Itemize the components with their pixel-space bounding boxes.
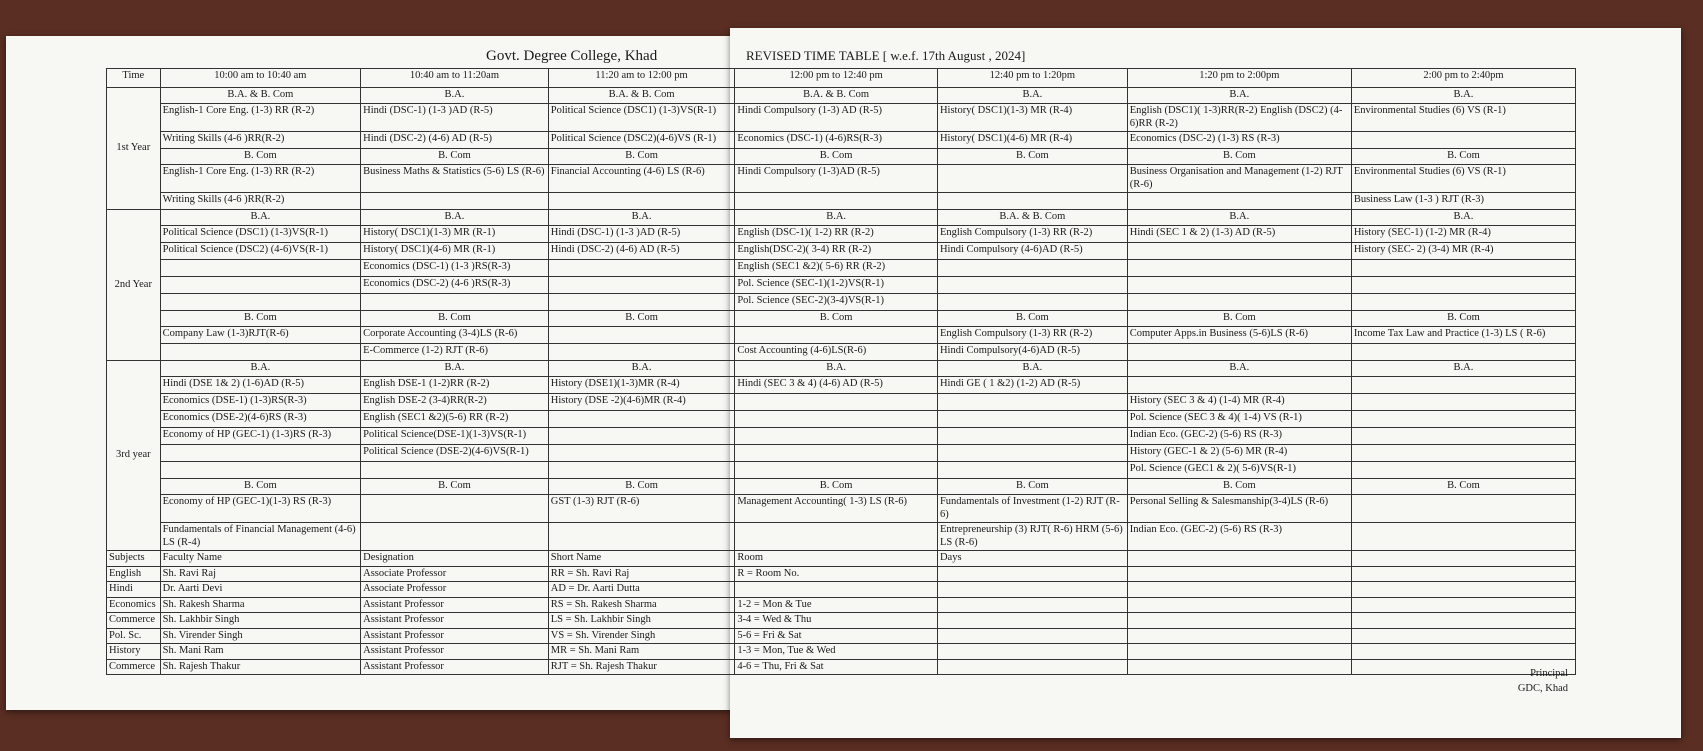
- group-row: [107, 479, 1576, 495]
- group-cell: B.A.: [548, 361, 735, 377]
- empty-cell: [1351, 582, 1575, 598]
- group-cell: B.A.: [1127, 88, 1351, 104]
- group-cell: B.A.: [1351, 361, 1575, 377]
- group-cell: B.A.: [735, 210, 938, 226]
- class-cell: [361, 495, 549, 523]
- class-cell: [160, 344, 361, 361]
- subject-cell: English: [107, 566, 161, 582]
- principal-label: Principal: [1530, 668, 1568, 679]
- class-cell: [1127, 377, 1351, 394]
- group-cell: B. Com: [735, 149, 938, 165]
- class-cell: Hindi (DSE 1& 2) (1-6)AD (R-5): [160, 377, 361, 394]
- class-cell: Corporate Accounting (3-4)LS (R-6): [361, 327, 549, 344]
- class-cell: Political Science(DSE-1)(1-3)VS(R-1): [361, 428, 549, 445]
- class-cell: [1127, 193, 1351, 210]
- class-cell: Economy of HP (GEC-1) (1-3)RS (R-3): [160, 428, 361, 445]
- subject-cell: Commerce: [107, 659, 161, 675]
- class-cell: Business Maths & Statistics (5-6) LS (R-6): [361, 165, 549, 193]
- class-cell: [1351, 294, 1575, 311]
- class-cell: History (SEC- 2) (3-4) MR (R-4): [1351, 243, 1575, 260]
- year-label: 3rd year: [107, 361, 161, 551]
- group-cell: B. Com: [1127, 149, 1351, 165]
- faculty-name-header: Faculty Name: [160, 551, 361, 567]
- class-cell: History( DSC1)(4-6) MR (R-1): [361, 243, 549, 260]
- group-cell: B. Com: [160, 311, 361, 327]
- class-cell: [160, 445, 361, 462]
- schedule-row: [107, 495, 1576, 523]
- header-row: [107, 69, 1576, 88]
- group-cell: B. Com: [1351, 149, 1575, 165]
- class-cell: English DSE-1 (1-2)RR (R-2): [361, 377, 549, 394]
- class-cell: Economics (DSC-1) (4-6)RS(R-3): [735, 132, 938, 149]
- class-cell: E-Commerce (1-2) RJT (R-6): [361, 344, 549, 361]
- class-cell: [735, 523, 938, 551]
- group-row: [107, 88, 1576, 104]
- group-cell: B.A.: [1351, 88, 1575, 104]
- schedule-row: [107, 277, 1576, 294]
- class-cell: English Compulsory (1-3) RR (R-2): [937, 226, 1127, 243]
- empty-cell: [937, 628, 1127, 644]
- class-cell: [1127, 344, 1351, 361]
- info-cell: R = Room No.: [735, 566, 938, 582]
- class-cell: History( DSC1)(1-3) MR (R-4): [937, 104, 1127, 132]
- class-cell: Political Science (DSE-2)(4-6)VS(R-1): [361, 445, 549, 462]
- schedule-row: [107, 523, 1576, 551]
- empty-cell: [1127, 613, 1351, 629]
- info-cell: 5-6 = Fri & Sat: [735, 628, 938, 644]
- class-cell: History( DSC1)(4-6) MR (R-4): [937, 132, 1127, 149]
- faculty-name-cell: Dr. Aarti Devi: [160, 582, 361, 598]
- short-name-cell: RR = Sh. Ravi Raj: [548, 566, 735, 582]
- group-cell: B. Com: [1351, 311, 1575, 327]
- class-cell: [548, 523, 735, 551]
- class-cell: Pol. Science (SEC-2)(3-4)VS(R-1): [735, 294, 938, 311]
- class-cell: [361, 294, 549, 311]
- group-cell: B.A.: [160, 361, 361, 377]
- group-cell: B.A.: [361, 210, 549, 226]
- class-cell: [937, 462, 1127, 479]
- subject-cell: Economics: [107, 597, 161, 613]
- class-cell: [735, 327, 938, 344]
- slot-header: 11:20 am to 12:00 pm: [548, 69, 735, 88]
- empty-cell: [937, 582, 1127, 598]
- class-cell: Environmental Studies (6) VS (R-1): [1351, 165, 1575, 193]
- schedule-row: [107, 260, 1576, 277]
- empty-cell: [1351, 566, 1575, 582]
- class-cell: Economics (DSC-2) (4-6 )RS(R-3): [361, 277, 549, 294]
- schedule-row: [107, 377, 1576, 394]
- group-cell: B. Com: [548, 479, 735, 495]
- class-cell: [937, 445, 1127, 462]
- class-cell: [735, 394, 938, 411]
- faculty-row: [107, 644, 1576, 660]
- class-cell: [735, 445, 938, 462]
- class-cell: [548, 327, 735, 344]
- class-cell: Indian Eco. (GEC-2) (5-6) RS (R-3): [1127, 428, 1351, 445]
- short-name-cell: RS = Sh. Rakesh Sharma: [548, 597, 735, 613]
- class-cell: History (SEC 3 & 4) (1-4) MR (R-4): [1127, 394, 1351, 411]
- empty-cell: [937, 644, 1127, 660]
- schedule-row: [107, 411, 1576, 428]
- class-cell: [937, 193, 1127, 210]
- group-cell: B.A.: [160, 210, 361, 226]
- class-cell: Pol. Science (SEC-1)(1-2)VS(R-1): [735, 277, 938, 294]
- class-cell: Fundamentals of Financial Management (4-6) LS (R-4): [160, 523, 361, 551]
- empty-cell: [937, 566, 1127, 582]
- slot-header: 10:00 am to 10:40 am: [160, 69, 361, 88]
- group-cell: B. Com: [735, 479, 938, 495]
- group-cell: B. Com: [548, 311, 735, 327]
- class-cell: Pol. Science (SEC 3 & 4)( 1-4) VS (R-1): [1127, 411, 1351, 428]
- class-cell: Political Science (DSC2)(4-6)VS (R-1): [548, 132, 735, 149]
- class-cell: Hindi GE ( 1 &2) (1-2) AD (R-5): [937, 377, 1127, 394]
- class-cell: [1351, 462, 1575, 479]
- empty-cell: [1127, 566, 1351, 582]
- subject-cell: History: [107, 644, 161, 660]
- class-cell: [1351, 495, 1575, 523]
- short-name-cell: RJT = Sh. Rajesh Thakur: [548, 659, 735, 675]
- class-cell: Economics (DSC-1) (1-3 )RS(R-3): [361, 260, 549, 277]
- class-cell: [548, 445, 735, 462]
- class-cell: Political Science (DSC1) (1-3)VS(R-1): [548, 104, 735, 132]
- class-cell: Hindi Compulsory (1-3) AD (R-5): [735, 104, 938, 132]
- class-cell: [548, 462, 735, 479]
- short-name-header: Short Name: [548, 551, 735, 567]
- class-cell: [160, 260, 361, 277]
- slot-header: 1:20 pm to 2:00pm: [1127, 69, 1351, 88]
- class-cell: Hindi (DSC-1) (1-3 )AD (R-5): [548, 226, 735, 243]
- schedule-row: [107, 294, 1576, 311]
- group-cell: B. Com: [361, 149, 549, 165]
- class-cell: English-1 Core Eng. (1-3) RR (R-2): [160, 104, 361, 132]
- class-cell: [1351, 523, 1575, 551]
- designation-cell: Assistant Professor: [361, 613, 549, 629]
- group-cell: B.A.: [937, 361, 1127, 377]
- group-cell: B.A.: [361, 88, 549, 104]
- empty-cell: [1127, 628, 1351, 644]
- class-cell: History( DSC1)(1-3) MR (R-1): [361, 226, 549, 243]
- class-cell: English (DSC1)( 1-3)RR(R-2) English (DSC2) (4-6)RR (R-2): [1127, 104, 1351, 132]
- group-cell: B. Com: [735, 311, 938, 327]
- slot-header: 12:40 pm to 1:20pm: [937, 69, 1127, 88]
- group-cell: B. Com: [548, 149, 735, 165]
- class-cell: Writing Skills (4-6 )RR(R-2): [160, 193, 361, 210]
- schedule-row: [107, 462, 1576, 479]
- faculty-name-cell: Sh. Mani Ram: [160, 644, 361, 660]
- group-cell: B.A.: [937, 88, 1127, 104]
- class-cell: [1127, 277, 1351, 294]
- class-cell: [1351, 394, 1575, 411]
- class-cell: History (GEC-1 & 2) (5-6) MR (R-4): [1127, 445, 1351, 462]
- group-row: [107, 210, 1576, 226]
- class-cell: [735, 193, 938, 210]
- class-cell: [937, 411, 1127, 428]
- class-cell: [1351, 132, 1575, 149]
- class-cell: [937, 428, 1127, 445]
- class-cell: Computer Apps.in Business (5-6)LS (R-6): [1127, 327, 1351, 344]
- subject-cell: Pol. Sc.: [107, 628, 161, 644]
- faculty-row: [107, 613, 1576, 629]
- class-cell: Personal Selling & Salesmanship(3-4)LS (R-6): [1127, 495, 1351, 523]
- class-cell: [361, 193, 549, 210]
- class-cell: English (SEC1 &2)(5-6) RR (R-2): [361, 411, 549, 428]
- faculty-name-cell: Sh. Ravi Raj: [160, 566, 361, 582]
- class-cell: Hindi Compulsory (4-6)AD (R-5): [937, 243, 1127, 260]
- schedule-row: [107, 165, 1576, 193]
- class-cell: English (SEC1 &2)( 5-6) RR (R-2): [735, 260, 938, 277]
- class-cell: Political Science (DSC2) (4-6)VS(R-1): [160, 243, 361, 260]
- year-label: 1st Year: [107, 88, 161, 210]
- faculty-name-cell: Sh. Rajesh Thakur: [160, 659, 361, 675]
- group-cell: B. Com: [1127, 311, 1351, 327]
- class-cell: Hindi (SEC 3 & 4) (4-6) AD (R-5): [735, 377, 938, 394]
- schedule-row: [107, 243, 1576, 260]
- schedule-row: [107, 344, 1576, 361]
- designation-cell: Assistant Professor: [361, 644, 549, 660]
- group-cell: B.A. & B. Com: [735, 88, 938, 104]
- slot-header: 2:00 pm to 2:40pm: [1351, 69, 1575, 88]
- class-cell: Fundamentals of Investment (1-2) RJT (R-6): [937, 495, 1127, 523]
- class-cell: Pol. Science (GEC1 & 2)( 5-6)VS(R-1): [1127, 462, 1351, 479]
- class-cell: Management Accounting( 1-3) LS (R-6): [735, 495, 938, 523]
- class-cell: English Compulsory (1-3) RR (R-2): [937, 327, 1127, 344]
- empty-cell: [1127, 644, 1351, 660]
- class-cell: Indian Eco. (GEC-2) (5-6) RS (R-3): [1127, 523, 1351, 551]
- slot-header: 10:40 am to 11:20am: [361, 69, 549, 88]
- class-cell: Hindi (DSC-2) (4-6) AD (R-5): [361, 132, 549, 149]
- group-cell: B. Com: [937, 311, 1127, 327]
- designation-cell: Assistant Professor: [361, 628, 549, 644]
- class-cell: [937, 277, 1127, 294]
- schedule-row: [107, 104, 1576, 132]
- class-cell: [548, 277, 735, 294]
- designation-header: Designation: [361, 551, 549, 567]
- schedule-row: [107, 193, 1576, 210]
- group-cell: B.A.: [735, 361, 938, 377]
- class-cell: [1351, 277, 1575, 294]
- class-cell: Hindi Compulsory (1-3)AD (R-5): [735, 165, 938, 193]
- class-cell: Hindi (DSC-2) (4-6) AD (R-5): [548, 243, 735, 260]
- class-cell: [361, 523, 549, 551]
- class-cell: English-1 Core Eng. (1-3) RR (R-2): [160, 165, 361, 193]
- class-cell: Economics (DSE-2)(4-6)RS (R-3): [160, 411, 361, 428]
- class-cell: [548, 294, 735, 311]
- short-name-cell: VS = Sh. Virender Singh: [548, 628, 735, 644]
- empty-cell: [1351, 551, 1575, 567]
- schedule-row: [107, 445, 1576, 462]
- group-cell: B.A. & B. Com: [937, 210, 1127, 226]
- class-cell: [937, 294, 1127, 311]
- class-cell: Income Tax Law and Practice (1-3) LS ( R-6): [1351, 327, 1575, 344]
- class-cell: [361, 462, 549, 479]
- group-row: [107, 361, 1576, 377]
- group-cell: B. Com: [361, 311, 549, 327]
- class-cell: Company Law (1-3)RJT(R-6): [160, 327, 361, 344]
- empty-cell: [937, 613, 1127, 629]
- group-cell: B.A. & B. Com: [160, 88, 361, 104]
- year-label: 2nd Year: [107, 210, 161, 361]
- faculty-name-cell: Sh. Lakhbir Singh: [160, 613, 361, 629]
- timetable: [106, 68, 1576, 675]
- class-cell: History (DSE1)(1-3)MR (R-4): [548, 377, 735, 394]
- designation-cell: Associate Professor: [361, 566, 549, 582]
- info-cell: [735, 582, 938, 598]
- days-header: Days: [937, 551, 1127, 567]
- subject-cell: Commerce: [107, 613, 161, 629]
- group-cell: B.A. & B. Com: [548, 88, 735, 104]
- group-cell: B. Com: [361, 479, 549, 495]
- empty-cell: [1351, 597, 1575, 613]
- faculty-row: [107, 582, 1576, 598]
- schedule-row: [107, 327, 1576, 344]
- empty-cell: [1127, 659, 1351, 675]
- college-sign-label: GDC, Khad: [1517, 683, 1568, 694]
- empty-cell: [1351, 613, 1575, 629]
- class-cell: [1351, 377, 1575, 394]
- class-cell: [548, 193, 735, 210]
- empty-cell: [1351, 628, 1575, 644]
- designation-cell: Assistant Professor: [361, 597, 549, 613]
- subjects-header: Subjects: [107, 551, 161, 567]
- class-cell: [548, 344, 735, 361]
- class-cell: [1351, 260, 1575, 277]
- revised-title: REVISED TIME TABLE [ w.e.f. 17th August , 2024]: [746, 48, 1026, 63]
- faculty-header-row: [107, 551, 1576, 567]
- class-cell: Economics (DSC-2) (1-3) RS (R-3): [1127, 132, 1351, 149]
- group-cell: B. Com: [1127, 479, 1351, 495]
- class-cell: [1351, 344, 1575, 361]
- timetable-sheet: [106, 40, 1576, 708]
- class-cell: Business Organisation and Management (1-2) RJT (R-6): [1127, 165, 1351, 193]
- class-cell: [1351, 428, 1575, 445]
- short-name-cell: AD = Dr. Aarti Dutta: [548, 582, 735, 598]
- group-cell: B. Com: [1351, 479, 1575, 495]
- empty-cell: [1127, 582, 1351, 598]
- info-cell: 4-6 = Thu, Fri & Sat: [735, 659, 938, 675]
- class-cell: English (DSC-1)( 1-2) RR (R-2): [735, 226, 938, 243]
- class-cell: History (SEC-1) (1-2) MR (R-4): [1351, 226, 1575, 243]
- time-header: Time: [107, 69, 161, 88]
- info-cell: 1-3 = Mon, Tue & Wed: [735, 644, 938, 660]
- class-cell: [548, 260, 735, 277]
- class-cell: [160, 294, 361, 311]
- class-cell: [937, 394, 1127, 411]
- designation-cell: Associate Professor: [361, 582, 549, 598]
- group-cell: B. Com: [160, 149, 361, 165]
- class-cell: [1351, 411, 1575, 428]
- empty-cell: [937, 597, 1127, 613]
- group-cell: B.A.: [1127, 210, 1351, 226]
- group-row: [107, 149, 1576, 165]
- short-name-cell: LS = Sh. Lakhbir Singh: [548, 613, 735, 629]
- group-cell: B. Com: [937, 479, 1127, 495]
- class-cell: [1127, 294, 1351, 311]
- class-cell: Writing Skills (4-6 )RR(R-2): [160, 132, 361, 149]
- group-cell: B. Com: [160, 479, 361, 495]
- class-cell: [735, 411, 938, 428]
- schedule-row: [107, 226, 1576, 243]
- empty-cell: [1127, 597, 1351, 613]
- short-name-cell: MR = Sh. Mani Ram: [548, 644, 735, 660]
- class-cell: [937, 260, 1127, 277]
- class-cell: [160, 462, 361, 479]
- class-cell: Environmental Studies (6) VS (R-1): [1351, 104, 1575, 132]
- slot-header: 12:00 pm to 12:40 pm: [735, 69, 938, 88]
- class-cell: Entrepreneurship (3) RJT( R-6) HRM (5-6) LS (R-6): [937, 523, 1127, 551]
- class-cell: [1127, 260, 1351, 277]
- class-cell: GST (1-3) RJT (R-6): [548, 495, 735, 523]
- empty-cell: [937, 659, 1127, 675]
- class-cell: English(DSC-2)( 3-4) RR (R-2): [735, 243, 938, 260]
- class-cell: History (DSE -2)(4-6)MR (R-4): [548, 394, 735, 411]
- group-cell: B. Com: [937, 149, 1127, 165]
- schedule-row: [107, 428, 1576, 445]
- class-cell: [160, 277, 361, 294]
- group-row: [107, 311, 1576, 327]
- faculty-row: [107, 659, 1576, 675]
- class-cell: Economics (DSE-1) (1-3)RS(R-3): [160, 394, 361, 411]
- class-cell: Business Law (1-3 ) RJT (R-3): [1351, 193, 1575, 210]
- faculty-name-cell: Sh. Virender Singh: [160, 628, 361, 644]
- empty-cell: [1351, 644, 1575, 660]
- empty-cell: [1127, 551, 1351, 567]
- class-cell: Hindi (DSC-1) (1-3 )AD (R-5): [361, 104, 549, 132]
- class-cell: Financial Accounting (4-6) LS (R-6): [548, 165, 735, 193]
- group-cell: B.A.: [1127, 361, 1351, 377]
- group-cell: B.A.: [1351, 210, 1575, 226]
- class-cell: Hindi Compulsory(4-6)AD (R-5): [937, 344, 1127, 361]
- class-cell: English DSE-2 (3-4)RR(R-2): [361, 394, 549, 411]
- group-cell: B.A.: [548, 210, 735, 226]
- designation-cell: Assistant Professor: [361, 659, 549, 675]
- subject-cell: Hindi: [107, 582, 161, 598]
- class-cell: [937, 165, 1127, 193]
- faculty-row: [107, 566, 1576, 582]
- class-cell: [735, 428, 938, 445]
- class-cell: [548, 411, 735, 428]
- class-cell: [548, 428, 735, 445]
- schedule-row: [107, 394, 1576, 411]
- class-cell: Political Science (DSC1) (1-3)VS(R-1): [160, 226, 361, 243]
- college-title: Govt. Degree College, Khad: [486, 48, 658, 64]
- info-cell: 1-2 = Mon & Tue: [735, 597, 938, 613]
- title-bar: [106, 40, 1576, 68]
- schedule-row: [107, 132, 1576, 149]
- faculty-name-cell: Sh. Rakesh Sharma: [160, 597, 361, 613]
- room-header: Room: [735, 551, 938, 567]
- info-cell: 3-4 = Wed & Thu: [735, 613, 938, 629]
- class-cell: [735, 462, 938, 479]
- class-cell: Hindi (SEC 1 & 2) (1-3) AD (R-5): [1127, 226, 1351, 243]
- class-cell: [1127, 243, 1351, 260]
- class-cell: [1351, 445, 1575, 462]
- class-cell: Economy of HP (GEC-1)(1-3) RS (R-3): [160, 495, 361, 523]
- group-cell: B.A.: [361, 361, 549, 377]
- faculty-row: [107, 597, 1576, 613]
- class-cell: Cost Accounting (4-6)LS(R-6): [735, 344, 938, 361]
- faculty-row: [107, 628, 1576, 644]
